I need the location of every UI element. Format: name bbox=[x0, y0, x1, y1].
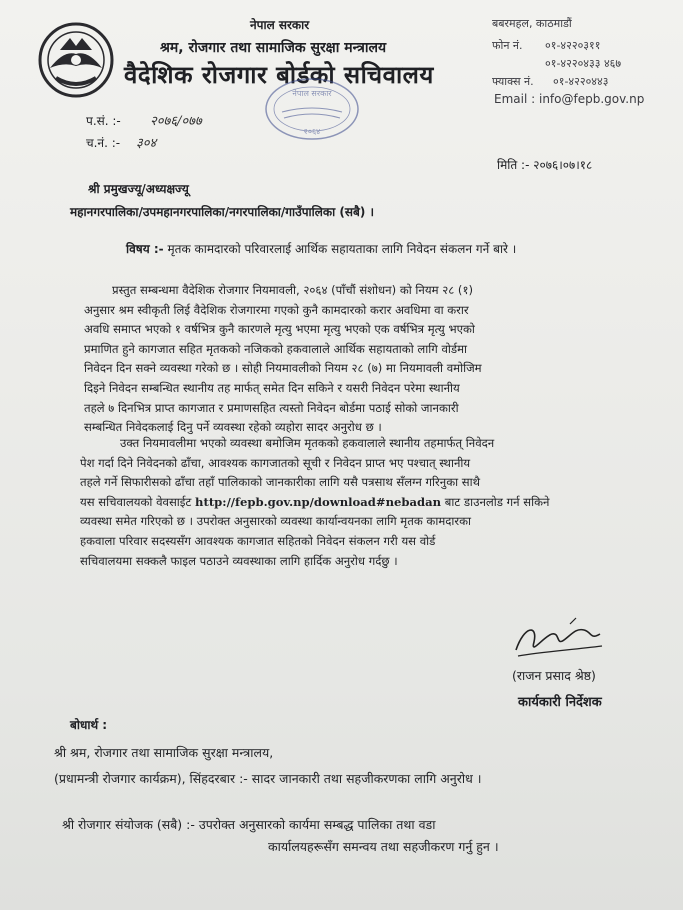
paragraph-1-line: प्रमाणित हुने कागजात सहित मृतकको नजिकको हकवालाले आर्थिक सहायताको लागि वोर्डमा bbox=[84, 341, 468, 356]
download-link[interactable]: http://fepb.gov.np/download#nebadan bbox=[195, 494, 442, 509]
handwritten-signature bbox=[510, 616, 606, 662]
email-address: info@fepb.gov.np bbox=[538, 92, 645, 106]
office-stamp bbox=[262, 74, 362, 144]
paragraph-1-line: निवेदन दिन सक्ने व्यवस्था गरेको छ । सोही नियमावलीको नियम २८ (७) मा नियमावली वमोजिम bbox=[84, 361, 482, 376]
cc-heading: बोधार्थ : bbox=[70, 718, 108, 732]
addressee-bodies: महानगरपालिका/उपमहानगरपालिका/नगरपालिका/गाउँपालिका (सबै) । bbox=[70, 205, 375, 219]
download-text: बाट डाउनलोड गर्न सकिने bbox=[444, 494, 550, 509]
subject-label: विषय :- bbox=[126, 242, 164, 256]
paragraph-1-line: अवधि समाप्त भएको १ वर्षभित्र कुनै कारणले मृत्यु भएमा मृत्यु भएको एक वर्षभित्र मृत्यु भएको bbox=[84, 322, 475, 337]
phone-label: फोन नं. bbox=[492, 39, 523, 52]
website-text: यस सचिवालयको वेवसाईट bbox=[80, 494, 192, 509]
subject-text: मृतक कामदारको परिवारलाई आर्थिक सहायताका लागि निवेदन संकलन गर्ने बारे । bbox=[167, 242, 517, 256]
cc-line-3: श्री रोजगार संयोजक (सबै) :- उपरोक्त अनुसारको कार्यमा सम्बद्ध पालिका तथा वडा bbox=[62, 817, 436, 832]
cc-line-2: (प्रधामन्त्री रोजगार कार्यक्रम), सिंहदरबार :- सादर जानकारी तथा सहजीकरणका लागि अनुरोध । bbox=[54, 771, 482, 786]
addressee-title: श्री प्रमुखज्यू/अध्यक्षज्यू bbox=[88, 182, 189, 196]
government-name: नेपाल सरकार bbox=[250, 18, 310, 32]
stamp-text-year: २०६४ bbox=[303, 127, 321, 136]
letter-date bbox=[497, 156, 592, 173]
paragraph-2-line: पेश गर्दा दिने निवेदनको ढाँचा, आवश्यक कागजातको सूची र निवेदन प्राप्त भए पश्चात् स्थानीय bbox=[80, 455, 471, 470]
paragraph-2-line: सचिवालयमा सक्कलै फाइल पठाउने व्यवस्थाका लागि हार्दिक अनुरोध गर्दछु । bbox=[80, 553, 398, 568]
signatory-name: (राजन प्रसाद श्रेष्ठ) bbox=[512, 668, 596, 683]
date-value: २०७६।०७।१८ bbox=[533, 158, 593, 172]
body-paragraph-2 bbox=[80, 434, 549, 571]
body-paragraph-1 bbox=[84, 281, 482, 438]
subject-line bbox=[126, 240, 516, 257]
patra-sankhya-value: २०७६/०७७ bbox=[150, 114, 202, 129]
paragraph-1-line: प्रस्तुत सम्बन्धमा वैदेशिक रोजगार नियमावली, २०६४ (पाँचौं संशोधन) को नियम २८ (१) bbox=[112, 283, 474, 297]
patra-sankhya-label: प.सं. :- bbox=[86, 114, 121, 128]
phone-number-1: ०१-४२२०३११ bbox=[545, 39, 601, 52]
paragraph-2-line-url bbox=[80, 493, 549, 513]
office-name: वैदेशिक रोजगार बोर्डको सचिवालय bbox=[124, 61, 434, 89]
email-label: Email : bbox=[494, 92, 536, 106]
cc-line-4: कार्यालयहरूसँग समन्वय तथा सहजीकरण गर्नु हुन । bbox=[268, 839, 499, 854]
fax-number: ०१-४२२०४४३ bbox=[553, 75, 609, 88]
paragraph-2-line: व्यवस्था समेत गरिएको छ । उपरोक्त अनुसारको व्यवस्था कार्यान्वयनका लागि मृतक कामदारका bbox=[80, 514, 472, 529]
signatory-title: कार्यकारी निर्देशक bbox=[518, 695, 602, 710]
paragraph-1-line: दिइने निवेदन सम्बन्धित स्थानीय तह मार्फत् समेत दिन सकिने र यसरी निवेदन परेमा स्थानीय bbox=[84, 380, 460, 395]
stamp-text-top: नेपाल सरकार bbox=[292, 89, 332, 98]
paragraph-2-line: हकवाला परिवार सदस्यसँग आवश्यक कागजात सहितको निवेदन संकलन गरी यस वोर्ड bbox=[80, 533, 436, 548]
cc-line-1: श्री श्रम, रोजगार तथा सामाजिक सुरक्षा मन्त्रालय, bbox=[54, 745, 274, 760]
ministry-name: श्रम, रोजगार तथा सामाजिक सुरक्षा मन्त्रालय bbox=[160, 40, 387, 56]
date-label: मिति :- bbox=[497, 158, 530, 172]
paragraph-2-line: उक्त नियमावलीमा भएको व्यवस्था बमोजिम मृतकको हकवालाले स्थानीय तहमार्फत् निवेदन bbox=[120, 436, 495, 450]
office-location: बबरमहल, काठमाडौं bbox=[492, 17, 572, 30]
paragraph-1-line: तहले ७ दिनभित्र प्राप्त कागजात र प्रमाणसहित त्यस्तो निवेदन बोर्डमा पठाई सोको जानकारी bbox=[84, 400, 459, 415]
government-emblem-icon bbox=[36, 20, 116, 100]
fax-label: फ्याक्स नं. bbox=[492, 75, 534, 88]
paragraph-1-line: अनुसार श्रम स्वीकृती लिई वैदेशिक रोजगारमा गएको कुनै कामदारको करार अवधिमा वा करार bbox=[84, 302, 469, 317]
chalani-number-label: च.नं. :- bbox=[86, 136, 121, 150]
paragraph-2-line: तहले गर्ने सिफारीसको ढाँचा तहाँ पालिकाको जानकारीका लागि यसै पत्रसाथ सँलग्न गरिनुका साथै bbox=[80, 475, 481, 490]
chalani-number-value: ३०४ bbox=[136, 136, 157, 151]
phone-number-2: ०१-४२२०४३३ ४६७ bbox=[545, 57, 622, 70]
email-line bbox=[494, 92, 644, 106]
paragraph-1-line: सम्बन्धित निवेदकलाई दिनु पर्ने व्यवस्था रहेको व्यहोरा सादर अनुरोध छ । bbox=[84, 420, 382, 435]
